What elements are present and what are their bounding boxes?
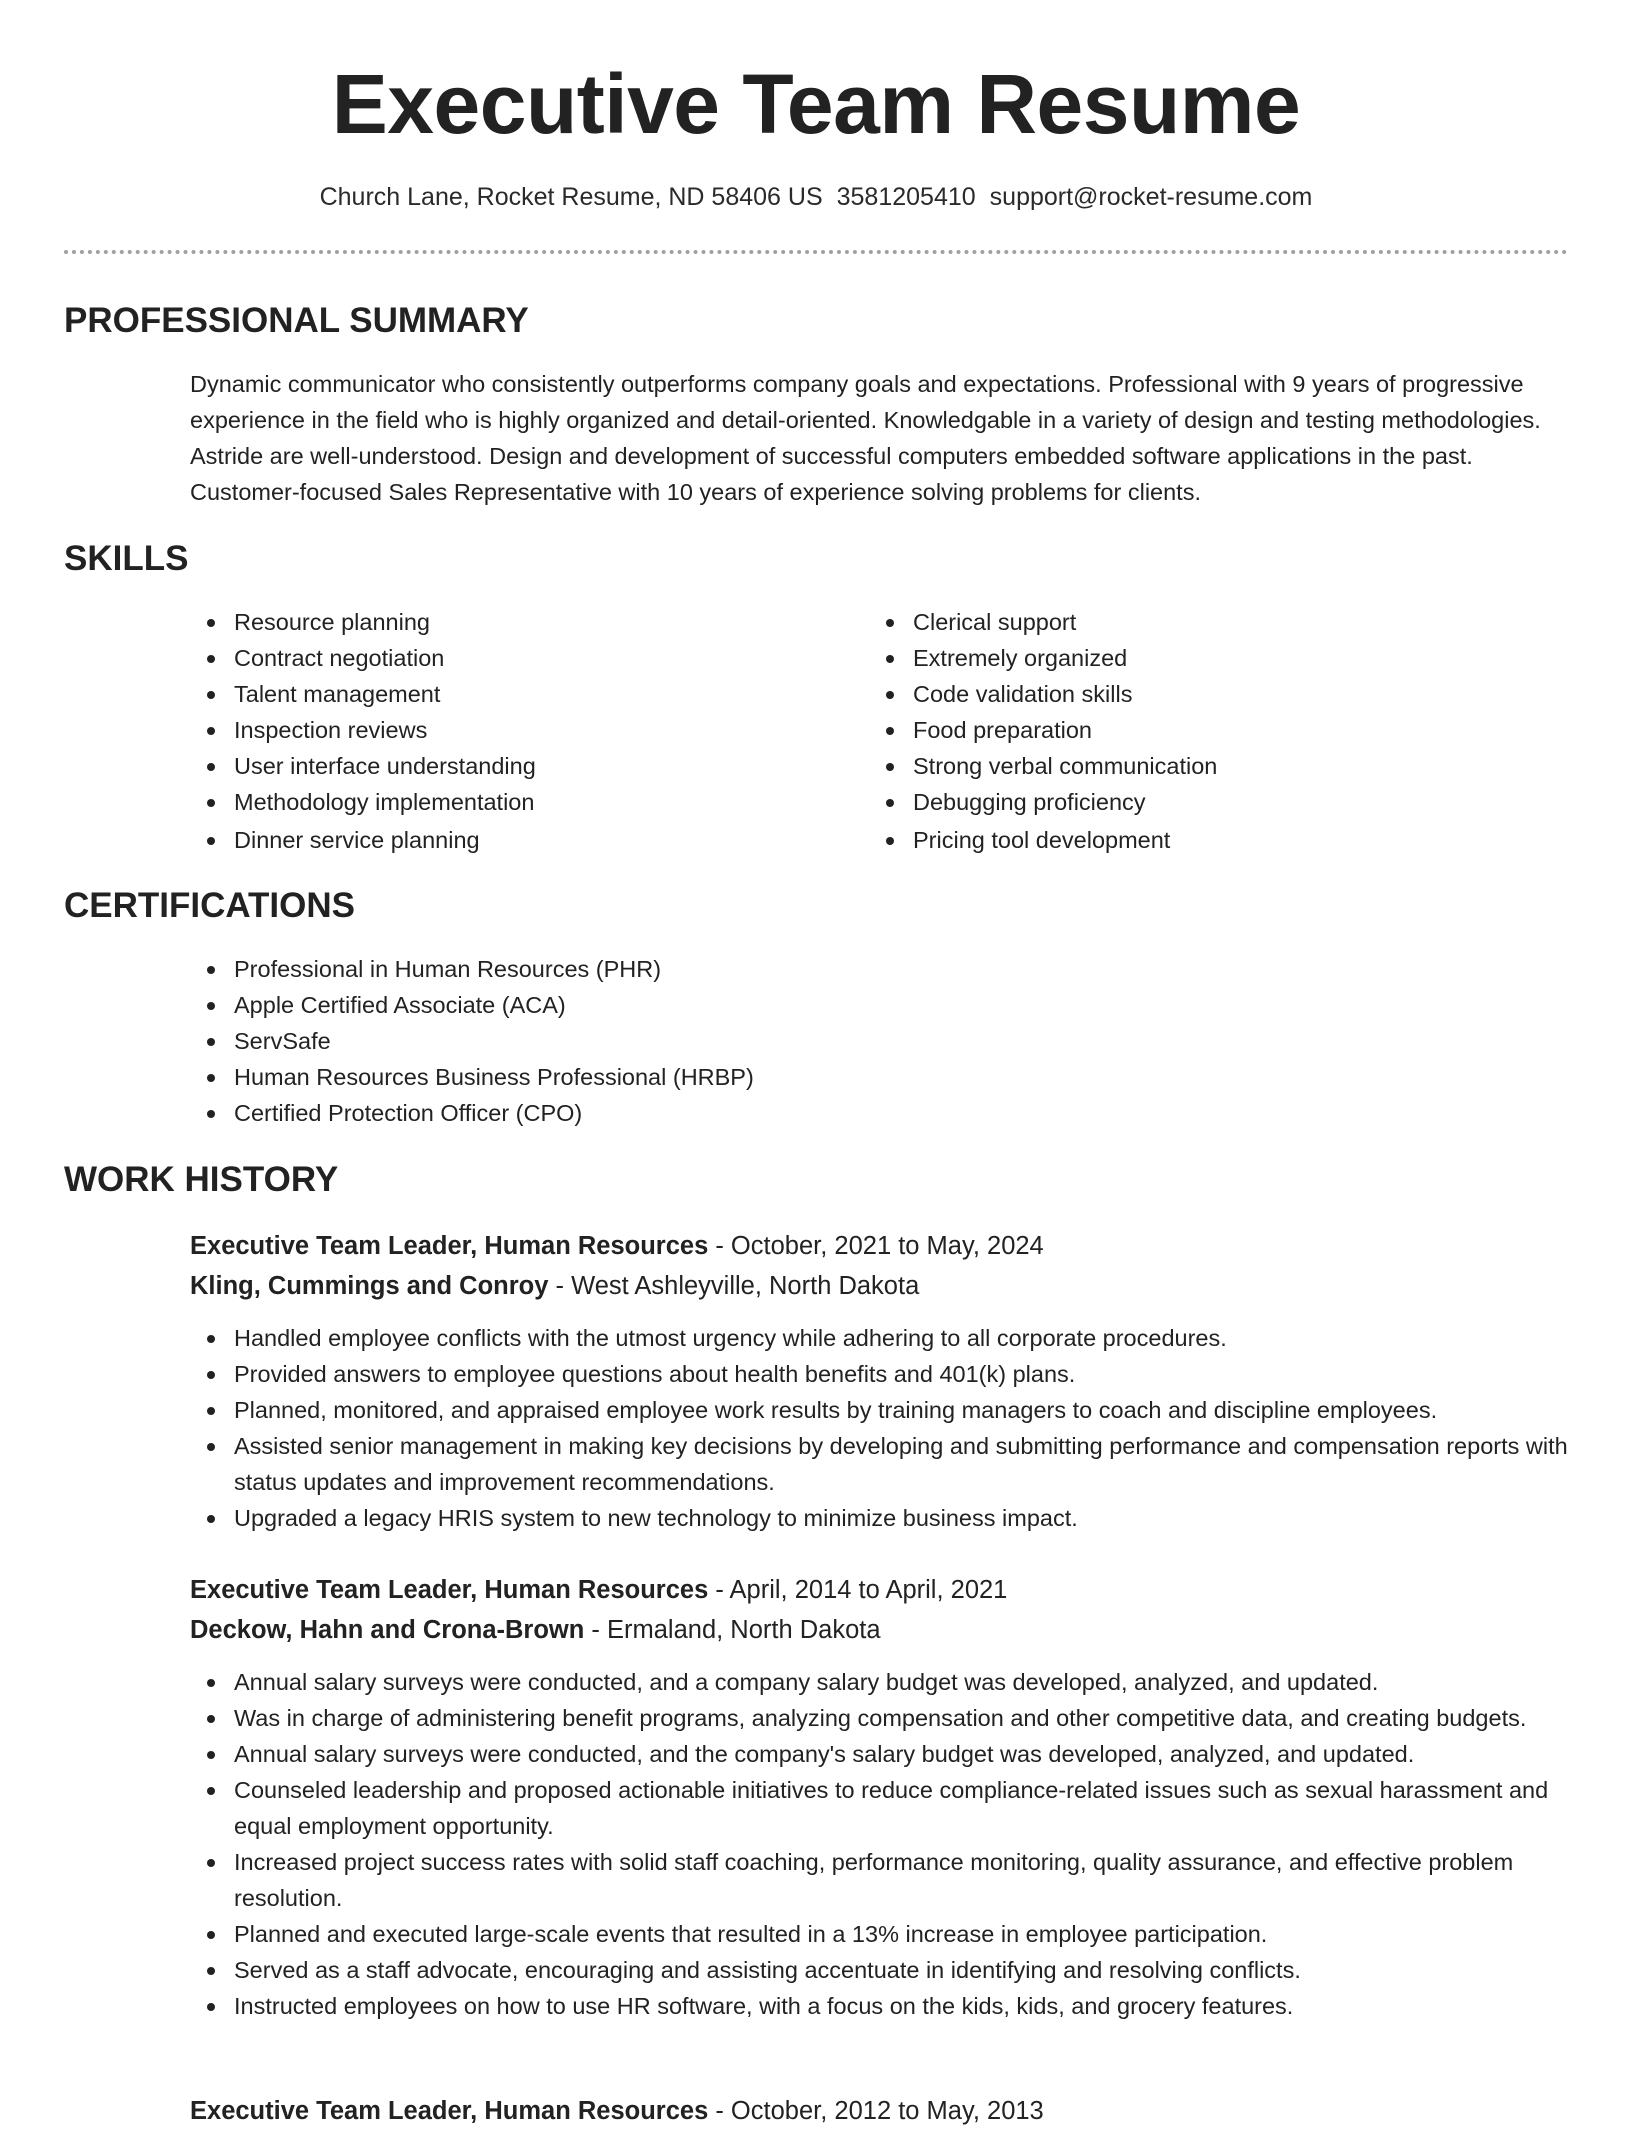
job-company: Kling, Cummings and Conroy (190, 1272, 549, 1300)
contact-phone: 3581205410 (836, 183, 976, 211)
skill-item: Methodology implementation (190, 784, 830, 820)
contact-email: support@rocket-resume.com (989, 183, 1313, 211)
job-title-line (190, 1226, 1568, 1266)
section-title-skills: SKILLS (64, 539, 189, 578)
contact-line (64, 180, 1568, 214)
certification-item: ServSafe (190, 1023, 1090, 1059)
job-company-line (190, 1266, 1568, 1306)
skills-list-right (869, 604, 1509, 858)
job-title-line (190, 1570, 1568, 1610)
skill-item: Resource planning (190, 604, 830, 640)
job-bullet: Instructed employees on how to use HR software, with a focus on the kids, kids, and grocery features. (190, 1988, 1568, 2024)
skill-item: Clerical support (869, 604, 1509, 640)
job-bullet: Handled employee conflicts with the utmost urgency while adhering to all corporate procedures. (190, 1320, 1568, 1356)
skill-item: User interface understanding (190, 748, 830, 784)
skill-item: Extremely organized (869, 640, 1509, 676)
skill-item: Food preparation (869, 712, 1509, 748)
job-dates: - April, 2014 to April, 2021 (708, 1576, 1008, 1604)
job-bullet: Annual salary surveys were conducted, and the company's salary budget was developed, analyzed, and updated. (190, 1736, 1568, 1772)
job-entry (190, 2091, 1568, 2131)
job-bullet: Provided answers to employee questions about health benefits and 401(k) plans. (190, 1356, 1568, 1392)
summary-text: Dynamic communicator who consistently outperforms company goals and expectations. Professional with 9 years of progressive experience in the field who is highly organized and detail-oriented. Knowledgable in a variety of design and testing methodologies. Astride are well-understood. Design and development of successful computers embedded software applications in the past. Customer-focused Sales Representative with 10 years of experience solving problems for clients. (190, 371, 1541, 505)
job-bullet: Was in charge of administering benefit programs, analyzing compensation and other competitive data, and creating budgets. (190, 1700, 1568, 1736)
skill-item: Dinner service planning (190, 822, 830, 858)
skill-item: Pricing tool development (869, 822, 1509, 858)
job-bullet: Counseled leadership and proposed actionable initiatives to reduce compliance-related issues such as sexual harassment and equal employment opportunity. (190, 1772, 1568, 1844)
job-bullet: Planned and executed large-scale events that resulted in a 13% increase in employee participation. (190, 1916, 1568, 1952)
job-location: - West Ashleyville, North Dakota (548, 1272, 920, 1300)
certification-item: Professional in Human Resources (PHR) (190, 951, 1090, 987)
job-dates: - October, 2012 to May, 2013 (708, 2097, 1044, 2125)
skill-item: Contract negotiation (190, 640, 830, 676)
job-dates: - October, 2021 to May, 2024 (708, 1232, 1044, 1260)
skill-item: Debugging proficiency (869, 784, 1509, 820)
resume-page (64, 0, 1568, 2125)
job-entry (190, 1226, 1568, 1536)
certification-item: Apple Certified Associate (ACA) (190, 987, 1090, 1023)
job-bullet: Planned, monitored, and appraised employee work results by training managers to coach and discipline employees. (190, 1392, 1568, 1428)
certifications-list (190, 951, 1090, 1131)
certification-item: Certified Protection Officer (CPO) (190, 1095, 1090, 1131)
job-company-line (190, 1610, 1568, 1650)
job-bullet: Annual salary surveys were conducted, and a company salary budget was developed, analyzed, and updated. (190, 1664, 1568, 1700)
job-bullet: Assisted senior management in making key decisions by developing and submitting performance and compensation reports with status updates and improvement recommendations. (190, 1428, 1568, 1500)
section-title-work-history: WORK HISTORY (64, 1160, 339, 1199)
job-position: Executive Team Leader, Human Resources (190, 1232, 709, 1260)
job-location: - Ermaland, North Dakota (584, 1616, 881, 1644)
job-bullet: Upgraded a legacy HRIS system to new technology to minimize business impact. (190, 1500, 1568, 1536)
job-bullets (190, 1664, 1568, 2024)
certification-item: Human Resources Business Professional (HRBP) (190, 1059, 1090, 1095)
job-position: Executive Team Leader, Human Resources (190, 1576, 709, 1604)
skill-item: Strong verbal communication (869, 748, 1509, 784)
job-position: Executive Team Leader, Human Resources (190, 2097, 709, 2125)
job-company: Deckow, Hahn and Crona-Brown (190, 1616, 585, 1644)
skills-list-left (190, 604, 830, 858)
skill-item: Talent management (190, 676, 830, 712)
header-divider (64, 250, 1568, 254)
skill-item: Inspection reviews (190, 712, 830, 748)
job-bullet: Increased project success rates with solid staff coaching, performance monitoring, quality assurance, and effective problem resolution. (190, 1844, 1568, 1916)
contact-address: Church Lane, Rocket Resume, ND 58406 US (319, 183, 823, 211)
job-bullet: Served as a staff advocate, encouraging and assisting accentuate in identifying and resolving conflicts. (190, 1952, 1568, 1988)
resume-title: Executive Team Resume (331, 57, 1301, 151)
job-bullets (190, 1320, 1568, 1536)
skill-item: Code validation skills (869, 676, 1509, 712)
job-title-line (190, 2091, 1568, 2131)
section-title-summary: PROFESSIONAL SUMMARY (64, 301, 529, 340)
section-title-certifications: CERTIFICATIONS (64, 886, 356, 925)
job-entry (190, 1570, 1568, 2024)
